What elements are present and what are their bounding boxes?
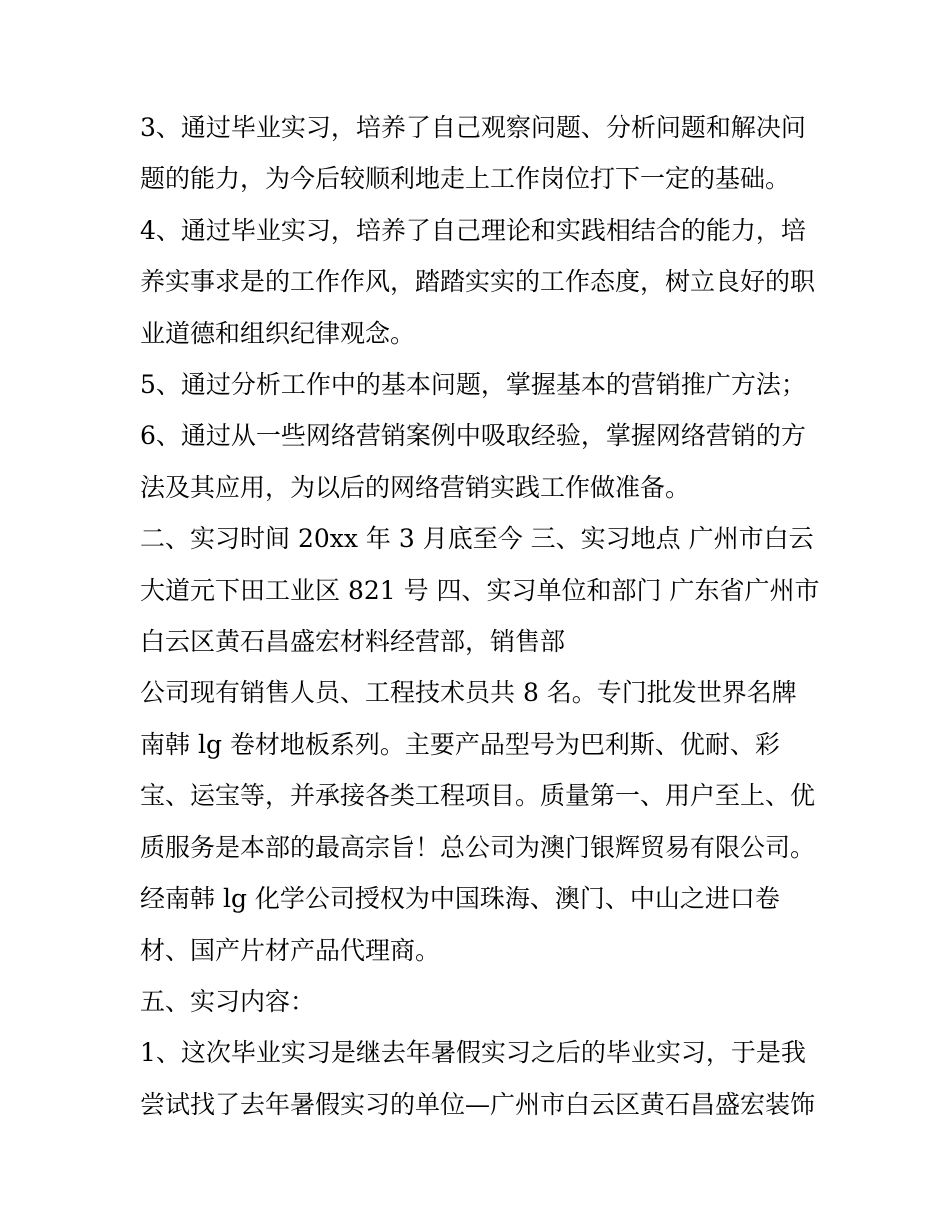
paragraph-item-4: 4、通过毕业实习，培养了自己理论和实践相结合的能力，培养实事求是的工作作风，踏踏实实的工作态度，树立良好的职业道德和组织纪律观念。 bbox=[140, 215, 816, 348]
paragraph-content-1: 1、这次毕业实习是继去年暑假实习之后的毕业实习，于是我尝试找了去年暑假实习的单位—广州市白云区黄石昌盛宏装饰 bbox=[140, 1038, 816, 1119]
paragraph-item-6: 6、通过从一些网络营销案例中吸取经验，掌握网络营销的方法及其应用，为以后的网络营销实践工作做准备。 bbox=[140, 421, 806, 502]
section-heading-5: 五、实习内容： bbox=[140, 986, 316, 1016]
paragraph-section-2-3-4: 二、实习时间 20xx 年 3 月底至今 三、实习地点 广州市白云大道元下田工业区 821 号 四、实习单位和部门 广东省广州市白云区黄石昌盛宏材料经营部，销售部 bbox=[140, 524, 820, 657]
paragraph-item-3: 3、通过毕业实习，培养了自己观察问题、分析问题和解决问题的能力，为今后较顺利地走上工作岗位打下一定的基础。 bbox=[140, 113, 806, 194]
paragraph-company-intro: 公司现有销售人员、工程技术员共 8 名。专门批发世界名牌南韩 lg 卷材地板系列。主要产品型号为巴利斯、优耐、彩宝、运宝等，并承接各类工程项目。质量第一、用户至上、优质服务是本部的最高宗旨！总公司为澳门银辉贸易有限公司。经南韩 lg 化学公司授权为中国珠海、澳门、中山之进口卷材、国产片材产品代理商。 bbox=[140, 678, 816, 965]
document-body bbox=[140, 102, 820, 1130]
paragraph-item-5: 5、通过分析工作中的基本问题，掌握基本的营销推广方法； bbox=[140, 370, 806, 400]
